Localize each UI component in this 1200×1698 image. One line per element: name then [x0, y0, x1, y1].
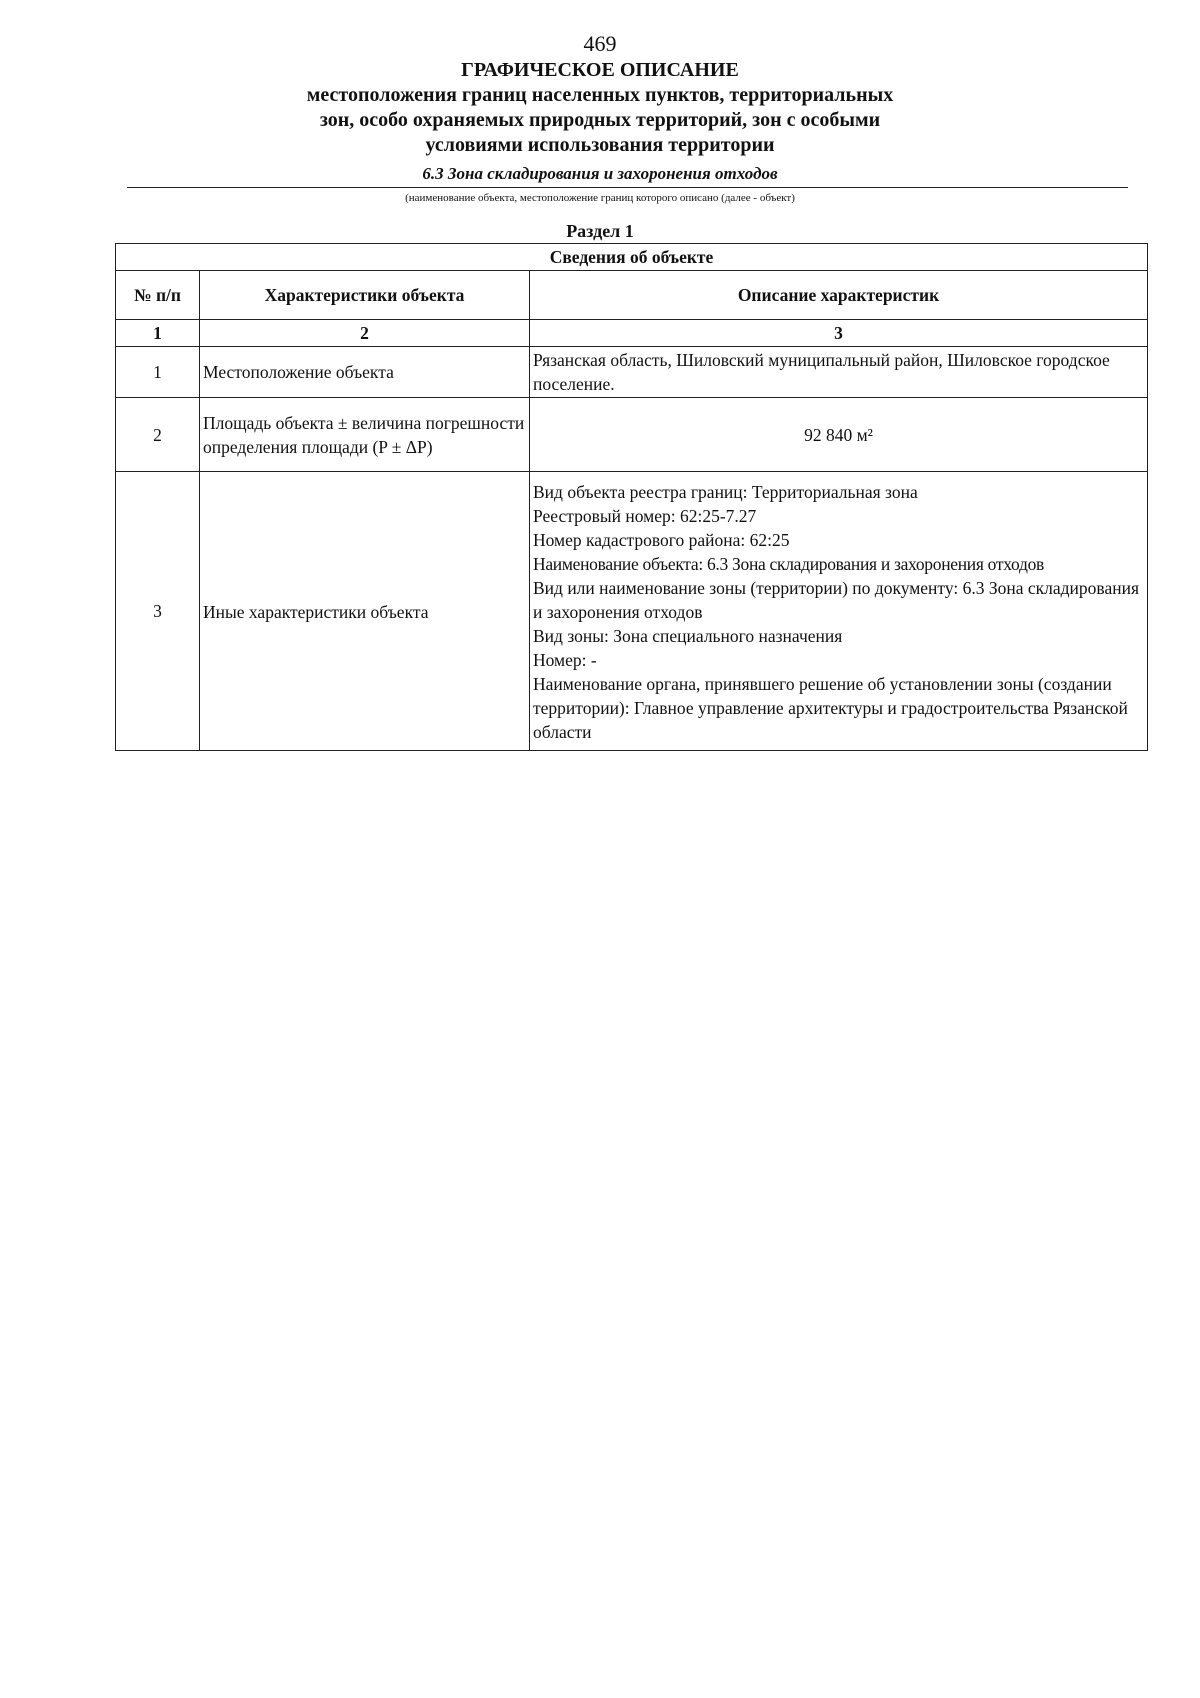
description-line: Вид объекта реестра границ: Территориальная зона: [533, 482, 918, 502]
column-number-row: [116, 320, 1148, 347]
document-subtitle-line: зон, особо охраняемых природных территорий, зон с особыми: [319, 109, 881, 131]
description-line: Номер: -: [533, 650, 597, 670]
row-number: 3: [116, 472, 200, 751]
document-title: ГРАФИЧЕСКОЕ ОПИСАНИЕ: [461, 59, 739, 81]
table-header-row: [116, 271, 1148, 320]
document-subtitle-line: местоположения границ населенных пунктов, территориальных: [306, 84, 894, 106]
row-characteristic: Площадь объекта ± величина погрешности определения площади (P ± ΔP): [200, 398, 530, 472]
description-line: Номер кадастрового района: 62:25: [533, 530, 790, 550]
row-number: 1: [116, 347, 200, 398]
row-description: [530, 398, 1148, 472]
table-row: [116, 398, 1148, 472]
row-description: [530, 347, 1148, 398]
object-name: 6.3 Зона складирования и захоронения отходов: [422, 164, 778, 183]
row-number: 2: [116, 398, 200, 472]
object-info-table: [115, 243, 1148, 751]
description-line: Реестровый номер: 62:25-7.27: [533, 506, 757, 526]
row-description: [530, 472, 1148, 751]
description-line: Вид зоны: Зона специального назначения: [533, 626, 843, 646]
column-number: 2: [200, 320, 530, 347]
row-characteristic: Иные характеристики объекта: [200, 472, 530, 751]
table-row: [116, 347, 1148, 398]
table-caption-row: [116, 244, 1148, 271]
table-caption: Сведения об объекте: [116, 244, 1148, 271]
document-subtitle-line: условиями использования территории: [425, 134, 775, 156]
object-caption: (наименование объекта, местоположение границ которого описано (далее - объект): [405, 192, 795, 204]
page-number: 469: [583, 31, 617, 56]
description-line: Рязанская область, Шиловский муниципальный район, Шиловское городское поселение.: [533, 350, 1110, 394]
document-title-block: [0, 58, 1200, 158]
description-line: 92 840 м²: [804, 424, 873, 445]
column-header-description: Описание характеристик: [530, 271, 1148, 320]
description-line: Вид или наименование зоны (территории) по документу: 6.3 Зона складирования и захоронения отходов: [533, 578, 1139, 622]
table-row: [116, 472, 1148, 751]
description-line: Наименование органа, принявшего решение об установлении зоны (создании территории): Главное управление архитектуры и градостроительства Рязанской области: [533, 674, 1128, 742]
column-header-num: № п/п: [116, 271, 200, 320]
description-line: Наименование объекта: 6.3 Зона складирования и захоронения отходов: [533, 554, 1044, 574]
column-number: 1: [116, 320, 200, 347]
object-underline: [127, 187, 1128, 188]
column-number: 3: [530, 320, 1148, 347]
row-characteristic: Местоположение объекта: [200, 347, 530, 398]
section-title: Раздел 1: [566, 221, 634, 241]
column-header-characteristic: Характеристики объекта: [200, 271, 530, 320]
